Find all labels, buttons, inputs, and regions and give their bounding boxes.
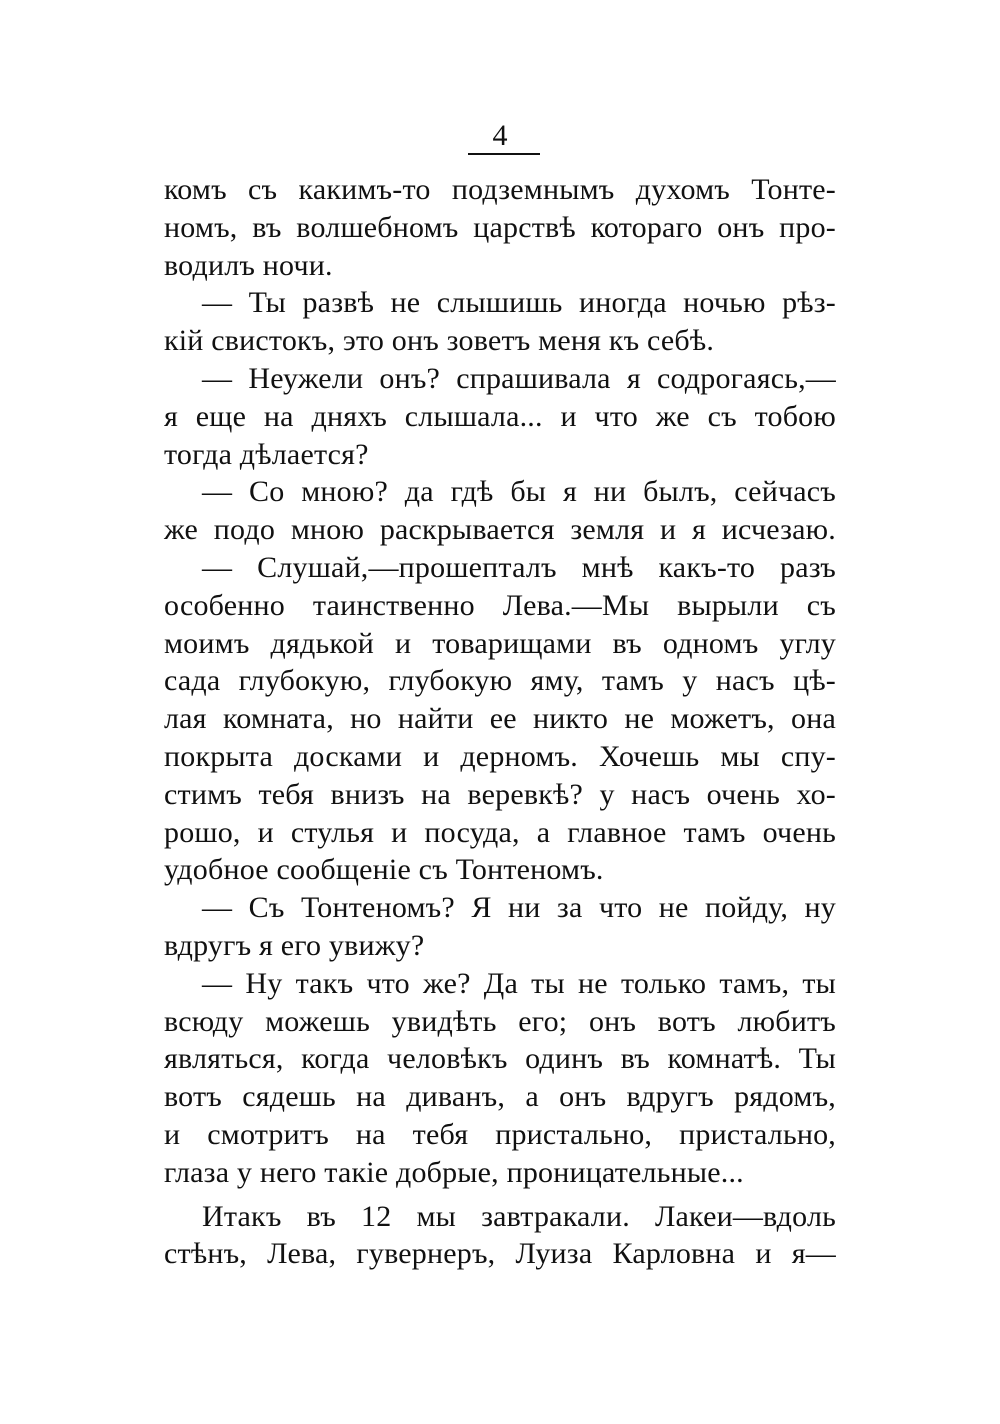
- text-line: Итакъ въ 12 мы завтракали. Лакеи—вдоль: [202, 1199, 836, 1233]
- text-line: — Слушай,—прошепталъ мнѣ какъ-то разъ: [202, 550, 836, 584]
- text-line: — Съ Тонтеномъ? Я ни за что не пойду, ну: [202, 891, 836, 925]
- text-line: удобное сообщеніе съ Тонтеномъ.: [164, 853, 604, 887]
- page-number-rule: [468, 153, 540, 155]
- text-line: лая комната, но найти ее никто не можетъ, она: [164, 702, 836, 736]
- text-line: — Ты развѣ не слышишь иногда ночью рѣз-: [202, 286, 836, 320]
- page-body-text: [164, 171, 836, 1273]
- text-line: стѣнъ, Лева, гувернеръ, Луиза Карловна и я—: [164, 1237, 836, 1271]
- text-line: — Неужели онъ? спрашивала я содрогаясь,—: [202, 361, 836, 395]
- text-line: водилъ ночи.: [164, 248, 333, 282]
- text-line: особенно таинственно Лева.—Мы вырыли съ: [164, 588, 836, 622]
- text-line: — Со мною? да гдѣ бы я ни былъ, сейчасъ: [202, 475, 836, 509]
- text-line: кій свистокъ, это онъ зоветъ меня къ себѣ.: [164, 324, 715, 358]
- text-line: же подо мною раскрывается земля и я исчезаю.: [164, 513, 836, 547]
- text-line: вдругъ я его увижу?: [164, 928, 425, 962]
- text-line: стимъ тебя внизъ на веревкѣ? у насъ очень хо-: [164, 777, 836, 811]
- text-line: вотъ сядешь на диванъ, а онъ вдругъ рядомъ,: [164, 1080, 836, 1114]
- text-line: всюду можешь увидѣть его; онъ вотъ любитъ: [164, 1004, 836, 1038]
- text-line: моимъ дядькой и товарищами въ одномъ углу: [164, 626, 836, 660]
- text-line: покрыта досками и дерномъ. Хочешь мы спу-: [164, 739, 836, 773]
- text-line: я еще на дняхъ слышала... и что же съ тобою: [164, 399, 836, 433]
- text-line: глаза у него такіе добрые, проницательные...: [164, 1155, 744, 1189]
- text-line: сада глубокую, глубокую яму, тамъ у насъ цѣ-: [164, 664, 836, 698]
- text-line: — Ну такъ что же? Да ты не только тамъ, ты: [202, 966, 836, 1000]
- page-number: 4: [492, 119, 508, 152]
- text-line: комъ съ какимъ-то подземнымъ духомъ Тонте-: [164, 173, 836, 206]
- text-line: являться, когда человѣкъ одинъ въ комнатѣ. Ты: [164, 1042, 836, 1076]
- text-line: и смотритъ на тебя пристально, пристально,: [164, 1117, 836, 1151]
- text-line: тогда дѣлается?: [164, 437, 369, 471]
- text-line: номъ, въ волшебномъ царствѣ котораго онъ про-: [164, 210, 836, 244]
- text-line: рошо, и стулья и посуда, а главное тамъ очень: [164, 815, 836, 849]
